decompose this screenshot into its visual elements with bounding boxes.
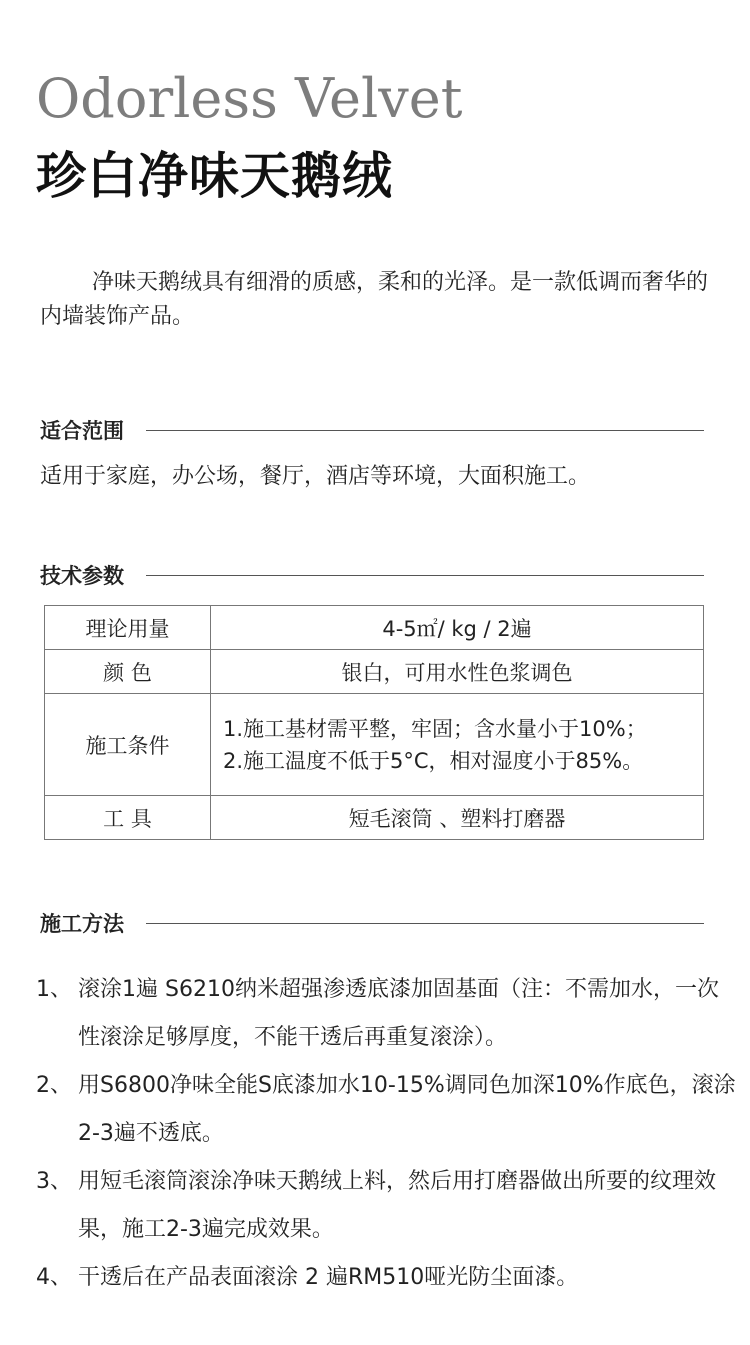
- list-item: [36, 966, 736, 1062]
- scope-text: 适用于家庭，办公场，餐厅，酒店等环境，大面积施工。: [40, 464, 591, 489]
- condition-line: 2.施工温度不低于5°C，相对湿度小于85%。: [223, 748, 644, 773]
- divider: [146, 923, 704, 924]
- param-key: 施工条件: [45, 694, 211, 796]
- table-row: [45, 694, 704, 796]
- param-key: 理论用量: [45, 606, 211, 650]
- step-text: 干透后在产品表面滚涂 2 遍RM510哑光防尘面漆。: [78, 1265, 579, 1290]
- list-item: [36, 1254, 736, 1302]
- step-text: 滚涂1遍 S6210纳米超强渗透底漆加固基面（注：不需加水，一次性滚涂足够厚度，不能干透后再重复滚涂）。: [78, 977, 719, 1050]
- step-text: 用S6800净味全能S底漆加水10-15%调同色加深10%作底色，滚涂2-3遍不透底。: [78, 1073, 736, 1146]
- section-label: 技术参数: [40, 564, 124, 588]
- param-key: 工 具: [45, 796, 211, 840]
- step-text: 用短毛滚筒滚涂净味天鹅绒上料，然后用打磨器做出所要的纹理效果，施工2-3遍完成效果。: [78, 1169, 717, 1242]
- param-value: 银白，可用水性色浆调色: [211, 650, 704, 694]
- intro-paragraph: 净味天鹅绒具有细滑的质感，柔和的光泽。是一款低调而奢华的内墙装饰产品。: [40, 270, 709, 329]
- list-item: [36, 1158, 736, 1254]
- section-method-heading: [40, 908, 704, 938]
- step-number: 1、: [36, 977, 72, 1002]
- param-value: [211, 694, 704, 796]
- section-scope-heading: [40, 415, 704, 445]
- step-number: 3、: [36, 1169, 72, 1194]
- param-key: 颜 色: [45, 650, 211, 694]
- param-value: 4-5㎡/ kg / 2遍: [211, 606, 704, 650]
- list-item: [36, 1062, 736, 1158]
- section-label: 适合范围: [40, 419, 124, 443]
- table-row: [45, 796, 704, 840]
- tech-params-table: [44, 605, 704, 840]
- step-number: 4、: [36, 1265, 72, 1290]
- condition-line: 1.施工基材需平整，牢固；含水量小于10%；: [223, 716, 647, 741]
- section-label: 施工方法: [40, 912, 124, 936]
- product-title: 珍白净味天鹅绒: [36, 147, 393, 205]
- param-value: 短毛滚筒 、塑料打磨器: [211, 796, 704, 840]
- divider: [146, 575, 704, 576]
- english-title: Odorless Velvet: [36, 67, 463, 130]
- table-row: [45, 650, 704, 694]
- divider: [146, 430, 704, 431]
- table-row: [45, 606, 704, 650]
- step-number: 2、: [36, 1073, 72, 1098]
- method-steps: [36, 966, 736, 1302]
- section-tech-heading: [40, 560, 704, 590]
